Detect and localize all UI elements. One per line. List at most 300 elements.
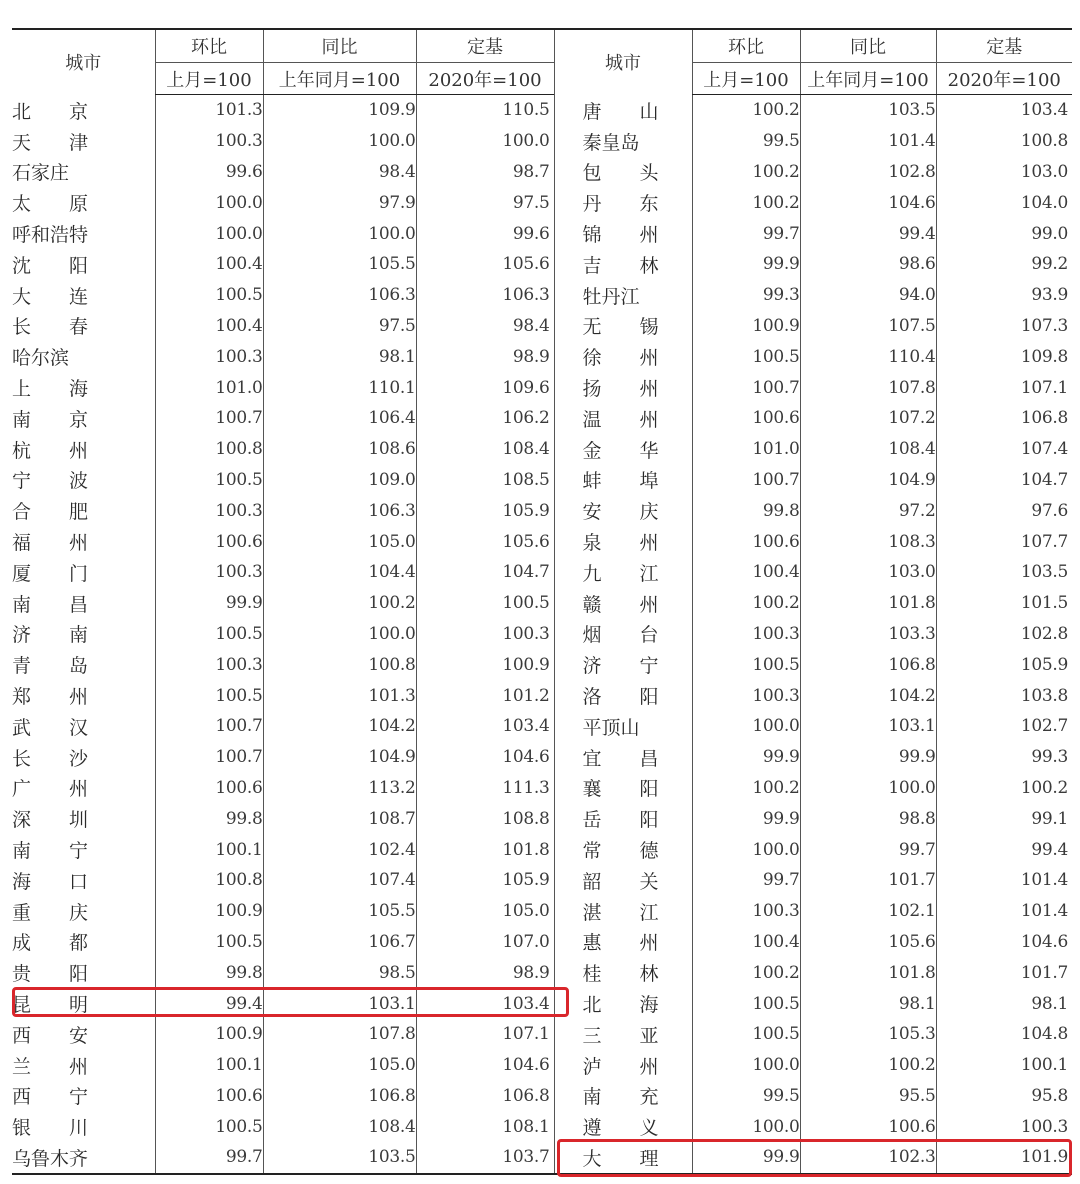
yoy-cell-left: 105.0 bbox=[263, 1050, 416, 1081]
table-row bbox=[12, 311, 1072, 342]
header-city-right: 城市 bbox=[554, 29, 692, 95]
table-row bbox=[12, 434, 1072, 465]
city-cell-left: 南 京 bbox=[12, 408, 89, 431]
fixed-cell-left: 99.6 bbox=[416, 218, 554, 249]
table-row bbox=[12, 896, 1072, 927]
city-cell-right: 安 庆 bbox=[554, 495, 692, 526]
city-cell-left: 西 宁 bbox=[12, 1086, 89, 1109]
yoy-cell-left: 113.2 bbox=[263, 773, 416, 804]
yoy-cell-left: 106.4 bbox=[263, 403, 416, 434]
mom-cell-left: 100.7 bbox=[155, 403, 263, 434]
yoy-cell-left: 100.2 bbox=[263, 588, 416, 619]
city-cell-right: 牡丹江 bbox=[554, 280, 692, 311]
table-row bbox=[12, 834, 1072, 865]
table-row bbox=[12, 280, 1072, 311]
mom-cell-right: 99.9 bbox=[692, 249, 800, 280]
fixed-cell-right: 104.7 bbox=[936, 465, 1072, 496]
yoy-cell-left: 107.8 bbox=[263, 1019, 416, 1050]
city-cell-right: 惠 州 bbox=[554, 927, 692, 958]
mom-cell-right: 99.5 bbox=[692, 1081, 800, 1112]
fixed-cell-left: 107.0 bbox=[416, 927, 554, 958]
table-row bbox=[12, 249, 1072, 280]
table-row bbox=[12, 588, 1072, 619]
fixed-cell-right: 93.9 bbox=[936, 280, 1072, 311]
city-cell-left: 乌鲁木齐 bbox=[12, 1142, 155, 1174]
mom-cell-right: 100.0 bbox=[692, 1111, 800, 1142]
mom-cell-right: 100.5 bbox=[692, 341, 800, 372]
yoy-cell-right: 104.9 bbox=[800, 465, 936, 496]
mom-cell-right: 99.5 bbox=[692, 126, 800, 157]
city-cell-right: 秦皇岛 bbox=[554, 126, 692, 157]
mom-cell-left: 100.5 bbox=[155, 465, 263, 496]
yoy-cell-right: 104.2 bbox=[800, 680, 936, 711]
mom-cell-right: 99.9 bbox=[692, 803, 800, 834]
mom-cell-left: 100.5 bbox=[155, 280, 263, 311]
mom-cell-left: 101.0 bbox=[155, 372, 263, 403]
yoy-cell-right: 105.6 bbox=[800, 927, 936, 958]
city-cell-right: 九 江 bbox=[554, 557, 692, 588]
yoy-cell-right: 101.8 bbox=[800, 957, 936, 988]
fixed-cell-left: 100.9 bbox=[416, 649, 554, 680]
city-cell-right: 金 华 bbox=[554, 434, 692, 465]
fixed-cell-right: 106.8 bbox=[936, 403, 1072, 434]
fixed-cell-right: 97.6 bbox=[936, 495, 1072, 526]
city-cell-left: 武 汉 bbox=[12, 716, 89, 739]
table-body bbox=[12, 95, 1072, 1174]
mom-cell-left: 100.5 bbox=[155, 1111, 263, 1142]
mom-cell-right: 100.2 bbox=[692, 773, 800, 804]
mom-cell-right: 100.2 bbox=[692, 95, 800, 126]
mom-cell-right: 100.7 bbox=[692, 465, 800, 496]
fixed-cell-left: 105.9 bbox=[416, 495, 554, 526]
price-index-table bbox=[12, 28, 1072, 1175]
mom-cell-left: 100.3 bbox=[155, 341, 263, 372]
yoy-cell-left: 105.5 bbox=[263, 249, 416, 280]
yoy-cell-right: 101.4 bbox=[800, 126, 936, 157]
yoy-cell-left: 103.1 bbox=[263, 988, 416, 1019]
yoy-cell-right: 103.0 bbox=[800, 557, 936, 588]
mom-cell-right: 100.2 bbox=[692, 957, 800, 988]
fixed-cell-left: 108.1 bbox=[416, 1111, 554, 1142]
yoy-cell-left: 106.8 bbox=[263, 1081, 416, 1112]
table-row bbox=[12, 495, 1072, 526]
mom-cell-left: 100.9 bbox=[155, 896, 263, 927]
city-cell-right: 赣 州 bbox=[554, 588, 692, 619]
yoy-cell-right: 105.3 bbox=[800, 1019, 936, 1050]
city-cell-right: 襄 阳 bbox=[554, 773, 692, 804]
table-row bbox=[12, 465, 1072, 496]
yoy-cell-right: 102.1 bbox=[800, 896, 936, 927]
mom-cell-right: 99.9 bbox=[692, 1142, 800, 1174]
table-row bbox=[12, 403, 1072, 434]
yoy-cell-right: 95.5 bbox=[800, 1081, 936, 1112]
city-cell-left: 青 岛 bbox=[12, 655, 89, 678]
fixed-cell-right: 103.5 bbox=[936, 557, 1072, 588]
mom-cell-left: 100.5 bbox=[155, 619, 263, 650]
mom-cell-right: 100.9 bbox=[692, 311, 800, 342]
city-cell-right: 韶 关 bbox=[554, 865, 692, 896]
city-cell-left: 合 肥 bbox=[12, 501, 89, 524]
table-row bbox=[12, 1111, 1072, 1142]
yoy-cell-left: 101.3 bbox=[263, 680, 416, 711]
fixed-cell-left: 100.0 bbox=[416, 126, 554, 157]
city-cell-left: 太 原 bbox=[12, 193, 89, 216]
mom-cell-right: 100.7 bbox=[692, 372, 800, 403]
yoy-cell-left: 98.1 bbox=[263, 341, 416, 372]
city-cell-left: 沈 阳 bbox=[12, 254, 89, 277]
price-index-table-sheet bbox=[12, 28, 1072, 1178]
yoy-cell-right: 97.2 bbox=[800, 495, 936, 526]
city-cell-right: 北 海 bbox=[554, 988, 692, 1019]
city-cell-left: 天 津 bbox=[12, 131, 89, 154]
table-row bbox=[12, 95, 1072, 126]
fixed-cell-left: 105.6 bbox=[416, 249, 554, 280]
fixed-cell-left: 108.4 bbox=[416, 434, 554, 465]
table-row bbox=[12, 1081, 1072, 1112]
header-fixed-right: 定基 bbox=[936, 29, 1072, 63]
fixed-cell-right: 95.8 bbox=[936, 1081, 1072, 1112]
fixed-cell-left: 105.6 bbox=[416, 526, 554, 557]
city-cell-left: 长 春 bbox=[12, 316, 89, 339]
fixed-cell-right: 99.2 bbox=[936, 249, 1072, 280]
mom-cell-left: 100.0 bbox=[155, 187, 263, 218]
table-row bbox=[12, 218, 1072, 249]
yoy-cell-left: 100.0 bbox=[263, 619, 416, 650]
yoy-cell-left: 105.5 bbox=[263, 896, 416, 927]
header-fixed-left: 定基 bbox=[416, 29, 554, 63]
yoy-cell-right: 103.3 bbox=[800, 619, 936, 650]
header-mom-left: 环比 bbox=[155, 29, 263, 63]
header-fixed-base-right: 2020年=100 bbox=[936, 63, 1072, 95]
fixed-cell-right: 104.8 bbox=[936, 1019, 1072, 1050]
table-header bbox=[12, 29, 1072, 95]
city-cell-left: 石家庄 bbox=[12, 162, 70, 185]
city-cell-left: 深 圳 bbox=[12, 809, 89, 832]
city-cell-left: 哈尔滨 bbox=[12, 347, 70, 370]
fixed-cell-right: 107.1 bbox=[936, 372, 1072, 403]
yoy-cell-left: 100.0 bbox=[263, 126, 416, 157]
city-cell-right: 遵 义 bbox=[554, 1111, 692, 1142]
city-cell-left: 南 昌 bbox=[12, 593, 89, 616]
city-cell-right: 泸 州 bbox=[554, 1050, 692, 1081]
header-mom-base-left: 上月=100 bbox=[155, 63, 263, 95]
fixed-cell-right: 99.4 bbox=[936, 834, 1072, 865]
yoy-cell-left: 105.0 bbox=[263, 526, 416, 557]
fixed-cell-right: 103.8 bbox=[936, 680, 1072, 711]
fixed-cell-left: 106.8 bbox=[416, 1081, 554, 1112]
mom-cell-right: 100.3 bbox=[692, 619, 800, 650]
fixed-cell-left: 101.8 bbox=[416, 834, 554, 865]
mom-cell-left: 100.5 bbox=[155, 927, 263, 958]
header-yoy-left: 同比 bbox=[263, 29, 416, 63]
fixed-cell-right: 102.8 bbox=[936, 619, 1072, 650]
city-cell-left: 济 南 bbox=[12, 624, 89, 647]
city-cell-left: 海 口 bbox=[12, 870, 89, 893]
yoy-cell-left: 109.9 bbox=[263, 95, 416, 126]
header-mom-right: 环比 bbox=[692, 29, 800, 63]
city-cell-left: 银 川 bbox=[12, 1117, 89, 1140]
mom-cell-right: 100.2 bbox=[692, 157, 800, 188]
mom-cell-left: 99.4 bbox=[155, 988, 263, 1019]
mom-cell-left: 100.1 bbox=[155, 1050, 263, 1081]
city-cell-right: 丹 东 bbox=[554, 187, 692, 218]
yoy-cell-left: 104.4 bbox=[263, 557, 416, 588]
city-cell-left: 兰 州 bbox=[12, 1055, 89, 1078]
table-row bbox=[12, 526, 1072, 557]
yoy-cell-right: 100.0 bbox=[800, 773, 936, 804]
fixed-cell-right: 105.9 bbox=[936, 649, 1072, 680]
table-row bbox=[12, 1050, 1072, 1081]
yoy-cell-left: 102.4 bbox=[263, 834, 416, 865]
city-cell-left: 广 州 bbox=[12, 778, 89, 801]
fixed-cell-left: 106.2 bbox=[416, 403, 554, 434]
fixed-cell-left: 103.4 bbox=[416, 988, 554, 1019]
yoy-cell-right: 98.8 bbox=[800, 803, 936, 834]
yoy-cell-right: 94.0 bbox=[800, 280, 936, 311]
fixed-cell-left: 108.5 bbox=[416, 465, 554, 496]
mom-cell-right: 100.5 bbox=[692, 988, 800, 1019]
header-city-left: 城市 bbox=[12, 29, 155, 95]
city-cell-right: 常 德 bbox=[554, 834, 692, 865]
yoy-cell-right: 107.5 bbox=[800, 311, 936, 342]
city-cell-right: 南 充 bbox=[554, 1081, 692, 1112]
mom-cell-right: 100.0 bbox=[692, 834, 800, 865]
yoy-cell-left: 106.3 bbox=[263, 495, 416, 526]
yoy-cell-left: 109.0 bbox=[263, 465, 416, 496]
fixed-cell-right: 99.1 bbox=[936, 803, 1072, 834]
fixed-cell-left: 97.5 bbox=[416, 187, 554, 218]
city-cell-right: 烟 台 bbox=[554, 619, 692, 650]
city-cell-left: 长 沙 bbox=[12, 747, 89, 770]
mom-cell-left: 100.3 bbox=[155, 557, 263, 588]
fixed-cell-left: 98.7 bbox=[416, 157, 554, 188]
mom-cell-right: 100.5 bbox=[692, 649, 800, 680]
fixed-cell-left: 104.7 bbox=[416, 557, 554, 588]
mom-cell-right: 101.0 bbox=[692, 434, 800, 465]
city-cell-right: 唐 山 bbox=[554, 95, 692, 126]
fixed-cell-right: 103.0 bbox=[936, 157, 1072, 188]
fixed-cell-right: 100.2 bbox=[936, 773, 1072, 804]
fixed-cell-left: 108.8 bbox=[416, 803, 554, 834]
yoy-cell-left: 103.5 bbox=[263, 1142, 416, 1174]
mom-cell-left: 99.7 bbox=[155, 1142, 263, 1174]
header-yoy-base-right: 上年同月=100 bbox=[800, 63, 936, 95]
city-cell-left: 厦 门 bbox=[12, 562, 89, 585]
yoy-cell-right: 108.4 bbox=[800, 434, 936, 465]
yoy-cell-left: 108.7 bbox=[263, 803, 416, 834]
yoy-cell-left: 107.4 bbox=[263, 865, 416, 896]
fixed-cell-right: 98.1 bbox=[936, 988, 1072, 1019]
mom-cell-left: 99.6 bbox=[155, 157, 263, 188]
mom-cell-left: 100.5 bbox=[155, 680, 263, 711]
fixed-cell-right: 101.9 bbox=[936, 1142, 1072, 1174]
yoy-cell-right: 99.9 bbox=[800, 742, 936, 773]
yoy-cell-right: 107.2 bbox=[800, 403, 936, 434]
city-cell-left: 宁 波 bbox=[12, 470, 89, 493]
mom-cell-right: 100.3 bbox=[692, 896, 800, 927]
table-row bbox=[12, 680, 1072, 711]
fixed-cell-left: 110.5 bbox=[416, 95, 554, 126]
fixed-cell-left: 100.3 bbox=[416, 619, 554, 650]
table-row bbox=[12, 988, 1072, 1019]
city-cell-left: 郑 州 bbox=[12, 686, 89, 709]
city-cell-right: 吉 林 bbox=[554, 249, 692, 280]
fixed-cell-right: 100.1 bbox=[936, 1050, 1072, 1081]
fixed-cell-right: 99.3 bbox=[936, 742, 1072, 773]
fixed-cell-left: 107.1 bbox=[416, 1019, 554, 1050]
city-cell-right: 泉 州 bbox=[554, 526, 692, 557]
city-cell-left: 成 都 bbox=[12, 932, 89, 955]
city-cell-right: 锦 州 bbox=[554, 218, 692, 249]
mom-cell-right: 100.6 bbox=[692, 526, 800, 557]
city-cell-right: 无 锡 bbox=[554, 311, 692, 342]
fixed-cell-left: 104.6 bbox=[416, 1050, 554, 1081]
yoy-cell-right: 110.4 bbox=[800, 341, 936, 372]
table-row bbox=[12, 649, 1072, 680]
fixed-cell-right: 100.8 bbox=[936, 126, 1072, 157]
yoy-cell-left: 106.3 bbox=[263, 280, 416, 311]
fixed-cell-right: 102.7 bbox=[936, 711, 1072, 742]
yoy-cell-left: 104.9 bbox=[263, 742, 416, 773]
fixed-cell-right: 101.7 bbox=[936, 957, 1072, 988]
city-cell-right: 蚌 埠 bbox=[554, 465, 692, 496]
yoy-cell-right: 102.3 bbox=[800, 1142, 936, 1174]
fixed-cell-right: 101.5 bbox=[936, 588, 1072, 619]
yoy-cell-right: 99.4 bbox=[800, 218, 936, 249]
mom-cell-left: 100.8 bbox=[155, 865, 263, 896]
mom-cell-left: 100.9 bbox=[155, 1019, 263, 1050]
city-cell-right: 宜 昌 bbox=[554, 742, 692, 773]
header-row-base bbox=[12, 63, 1072, 95]
mom-cell-left: 100.7 bbox=[155, 742, 263, 773]
table-row bbox=[12, 773, 1072, 804]
mom-cell-left: 100.3 bbox=[155, 495, 263, 526]
city-cell-right: 大 理 bbox=[554, 1142, 692, 1174]
city-cell-right: 三 亚 bbox=[554, 1019, 692, 1050]
mom-cell-left: 100.4 bbox=[155, 249, 263, 280]
city-cell-left: 贵 阳 bbox=[12, 963, 89, 986]
fixed-cell-right: 101.4 bbox=[936, 865, 1072, 896]
city-cell-right: 济 宁 bbox=[554, 649, 692, 680]
yoy-cell-right: 108.3 bbox=[800, 526, 936, 557]
yoy-cell-left: 108.6 bbox=[263, 434, 416, 465]
mom-cell-right: 99.8 bbox=[692, 495, 800, 526]
header-mom-base-right: 上月=100 bbox=[692, 63, 800, 95]
mom-cell-left: 100.1 bbox=[155, 834, 263, 865]
yoy-cell-right: 99.7 bbox=[800, 834, 936, 865]
mom-cell-left: 100.6 bbox=[155, 1081, 263, 1112]
mom-cell-right: 99.9 bbox=[692, 742, 800, 773]
table-row bbox=[12, 742, 1072, 773]
yoy-cell-left: 97.5 bbox=[263, 311, 416, 342]
fixed-cell-left: 103.4 bbox=[416, 711, 554, 742]
mom-cell-right: 100.0 bbox=[692, 711, 800, 742]
city-cell-right: 桂 林 bbox=[554, 957, 692, 988]
city-cell-right: 徐 州 bbox=[554, 341, 692, 372]
yoy-cell-left: 97.9 bbox=[263, 187, 416, 218]
table-row bbox=[12, 1142, 1072, 1174]
fixed-cell-right: 103.4 bbox=[936, 95, 1072, 126]
fixed-cell-right: 107.3 bbox=[936, 311, 1072, 342]
mom-cell-left: 100.3 bbox=[155, 649, 263, 680]
yoy-cell-right: 106.8 bbox=[800, 649, 936, 680]
yoy-cell-left: 108.4 bbox=[263, 1111, 416, 1142]
mom-cell-right: 100.4 bbox=[692, 557, 800, 588]
fixed-cell-left: 106.3 bbox=[416, 280, 554, 311]
yoy-cell-left: 110.1 bbox=[263, 372, 416, 403]
table-row bbox=[12, 865, 1072, 896]
table-row bbox=[12, 557, 1072, 588]
mom-cell-right: 100.0 bbox=[692, 1050, 800, 1081]
city-cell-left: 西 安 bbox=[12, 1024, 89, 1047]
table-row bbox=[12, 927, 1072, 958]
mom-cell-right: 100.6 bbox=[692, 403, 800, 434]
table-row bbox=[12, 803, 1072, 834]
table-row bbox=[12, 1019, 1072, 1050]
fixed-cell-right: 101.4 bbox=[936, 896, 1072, 927]
fixed-cell-left: 105.9 bbox=[416, 865, 554, 896]
city-cell-left: 大 连 bbox=[12, 285, 89, 308]
table-row bbox=[12, 341, 1072, 372]
city-cell-left: 昆 明 bbox=[12, 994, 89, 1016]
fixed-cell-left: 98.4 bbox=[416, 311, 554, 342]
table-row bbox=[12, 126, 1072, 157]
city-cell-right: 湛 江 bbox=[554, 896, 692, 927]
mom-cell-left: 100.6 bbox=[155, 773, 263, 804]
mom-cell-left: 100.7 bbox=[155, 711, 263, 742]
yoy-cell-left: 106.7 bbox=[263, 927, 416, 958]
table-row bbox=[12, 187, 1072, 218]
table-row bbox=[12, 619, 1072, 650]
yoy-cell-left: 98.5 bbox=[263, 957, 416, 988]
mom-cell-right: 99.7 bbox=[692, 218, 800, 249]
mom-cell-left: 99.9 bbox=[155, 588, 263, 619]
yoy-cell-right: 100.2 bbox=[800, 1050, 936, 1081]
yoy-cell-left: 100.0 bbox=[263, 218, 416, 249]
mom-cell-left: 100.4 bbox=[155, 311, 263, 342]
yoy-cell-right: 98.1 bbox=[800, 988, 936, 1019]
mom-cell-left: 100.8 bbox=[155, 434, 263, 465]
yoy-cell-right: 103.1 bbox=[800, 711, 936, 742]
mom-cell-left: 99.8 bbox=[155, 957, 263, 988]
yoy-cell-right: 100.6 bbox=[800, 1111, 936, 1142]
fixed-cell-left: 109.6 bbox=[416, 372, 554, 403]
fixed-cell-left: 111.3 bbox=[416, 773, 554, 804]
fixed-cell-left: 104.6 bbox=[416, 742, 554, 773]
mom-cell-right: 99.7 bbox=[692, 865, 800, 896]
mom-cell-right: 99.3 bbox=[692, 280, 800, 311]
header-row-top bbox=[12, 29, 1072, 63]
yoy-cell-left: 104.2 bbox=[263, 711, 416, 742]
city-cell-right: 岳 阳 bbox=[554, 803, 692, 834]
city-cell-left: 上 海 bbox=[12, 378, 89, 401]
mom-cell-left: 100.6 bbox=[155, 526, 263, 557]
fixed-cell-right: 109.8 bbox=[936, 341, 1072, 372]
fixed-cell-left: 98.9 bbox=[416, 341, 554, 372]
city-cell-left: 杭 州 bbox=[12, 439, 89, 462]
fixed-cell-left: 100.5 bbox=[416, 588, 554, 619]
yoy-cell-right: 98.6 bbox=[800, 249, 936, 280]
fixed-cell-right: 104.0 bbox=[936, 187, 1072, 218]
yoy-cell-right: 101.8 bbox=[800, 588, 936, 619]
city-cell-left: 福 州 bbox=[12, 532, 89, 555]
city-cell-right: 扬 州 bbox=[554, 372, 692, 403]
fixed-cell-right: 100.3 bbox=[936, 1111, 1072, 1142]
yoy-cell-right: 102.8 bbox=[800, 157, 936, 188]
header-yoy-base-left: 上年同月=100 bbox=[263, 63, 416, 95]
fixed-cell-left: 98.9 bbox=[416, 957, 554, 988]
fixed-cell-left: 101.2 bbox=[416, 680, 554, 711]
